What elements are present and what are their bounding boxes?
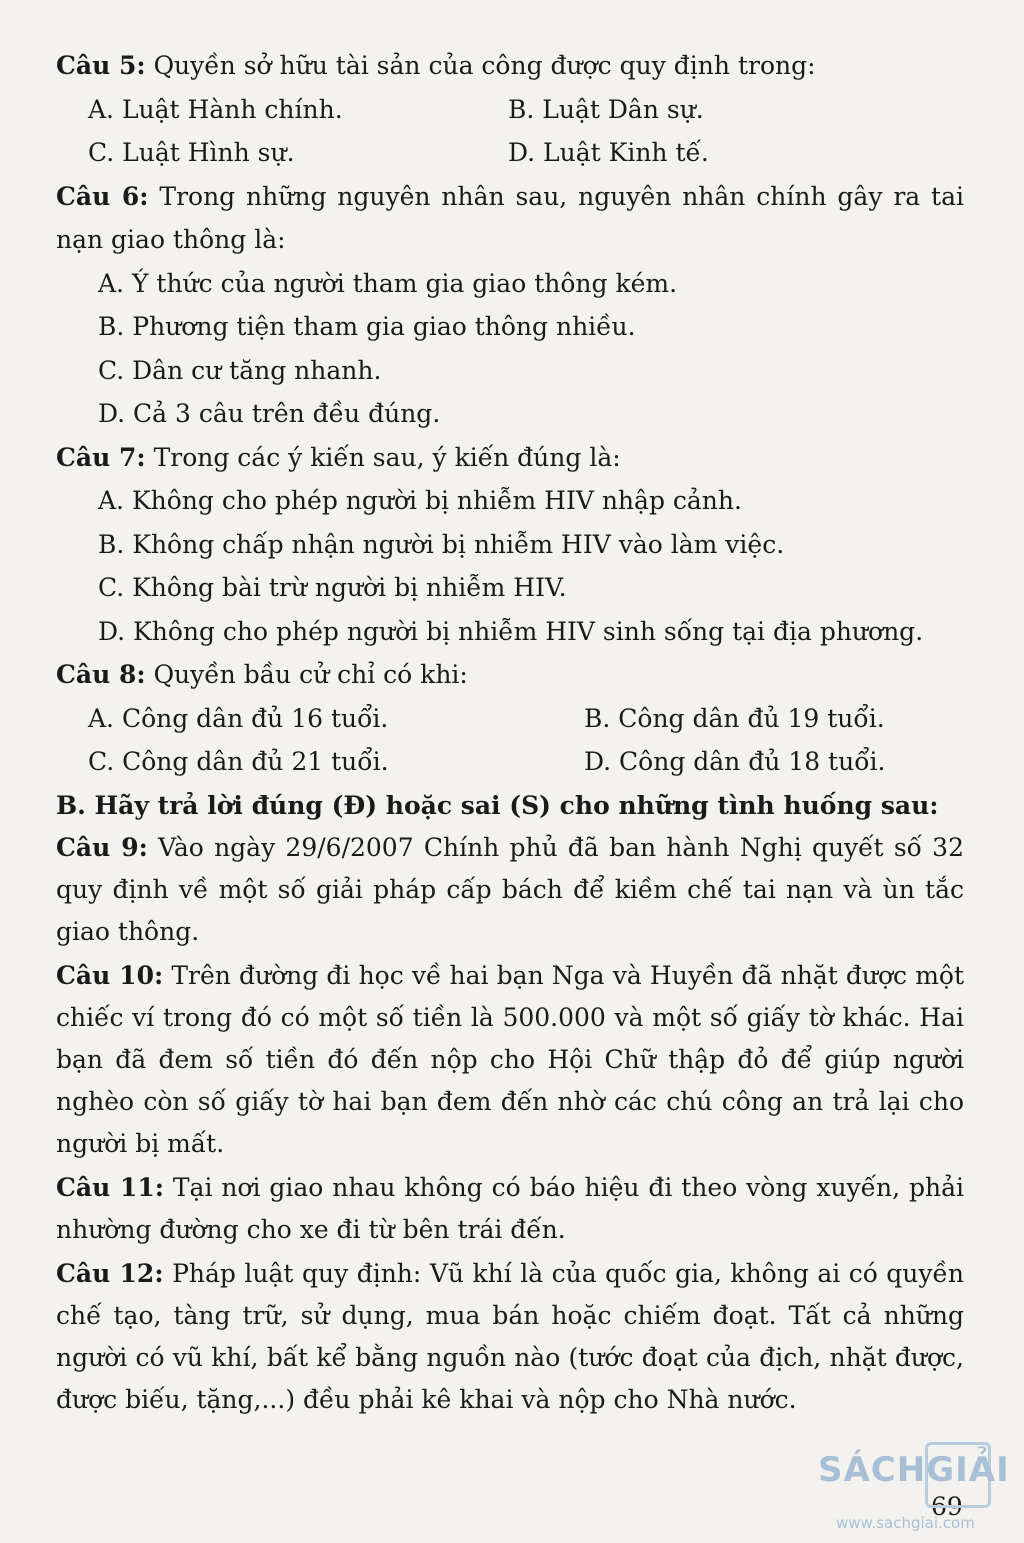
option-d: D. Không cho phép người bị nhiễm HIV sinh sống tại địa phương.: [98, 616, 924, 646]
question-8-options: [56, 697, 964, 784]
watermark-logo: [818, 1440, 1018, 1535]
question-text: Tại nơi giao nhau không có báo hiệu đi theo vòng xuyến, phải nhường đường cho xe đi từ bên trái đến.: [56, 1173, 964, 1244]
question-number: Câu 6:: [56, 181, 149, 211]
option-b: B. Công dân đủ 19 tuổi.: [584, 703, 885, 733]
question-text: Quyền bầu cử chỉ có khi:: [153, 660, 468, 689]
question-text: Trong các ý kiến sau, ý kiến đúng là:: [153, 442, 621, 472]
option-b: B. Phương tiện tham gia giao thông nhiều.: [98, 312, 636, 341]
question-8: [56, 653, 964, 697]
question-6: [56, 175, 964, 262]
question-text: Quyền sở hữu tài sản của công được quy định trong:: [153, 51, 816, 80]
document-page: [56, 44, 964, 1423]
question-number: Câu 8:: [56, 660, 146, 689]
question-number: Câu 7:: [56, 442, 146, 472]
question-11: [56, 1167, 964, 1251]
section-b-heading: B. Hãy trả lời đúng (Đ) hoặc sai (S) cho những tình huống sau:: [56, 790, 939, 820]
watermark-url: www.sachgiai.com: [836, 1514, 975, 1532]
option-d: D. Luật Kinh tế.: [508, 138, 709, 167]
watermark-brand: SÁCHGIẢI: [818, 1450, 1010, 1490]
question-7-options: [56, 479, 964, 653]
question-text: Vào ngày 29/6/2007 Chính phủ đã ban hành Nghị quyết số 32 quy định về một số giải pháp cấp bách để kiềm chế tai nạn và ùn tắc giao thông.: [56, 833, 964, 946]
option-c: C. Công dân đủ 21 tuổi.: [88, 747, 389, 776]
option-d: D. Cả 3 câu trên đều đúng.: [98, 399, 441, 428]
option-b: B. Không chấp nhận người bị nhiễm HIV vào làm việc.: [98, 529, 785, 559]
question-number: Câu 5:: [56, 51, 146, 80]
option-b: B. Luật Dân sự.: [508, 94, 704, 124]
option-d: D. Công dân đủ 18 tuổi.: [584, 747, 886, 776]
question-6-options: [56, 262, 964, 436]
question-number: Câu 11:: [56, 1173, 164, 1202]
question-7: [56, 436, 964, 480]
question-text: Trên đường đi học về hai bạn Nga và Huyền đã nhặt được một chiếc ví trong đó có một số tiền là 500.000 và một số giấy tờ khác. Hai bạn đã đem số tiền đó đến nộp cho Hội Chữ thập đỏ để giúp người nghèo còn số giấy tờ hai bạn đem đến nhờ các chú công an trả lại cho người bị mất.: [56, 961, 965, 1158]
option-a: A. Công dân đủ 16 tuổi.: [88, 703, 389, 733]
option-a: A. Ý thức của người tham gia giao thông kém.: [98, 268, 678, 298]
option-c: C. Không bài trừ người bị nhiễm HIV.: [98, 573, 567, 602]
question-5-options: [56, 88, 964, 175]
question-10: [56, 955, 964, 1165]
option-c: C. Luật Hình sự.: [88, 138, 295, 167]
option-c: C. Dân cư tăng nhanh.: [98, 355, 382, 385]
option-a: A. Luật Hành chính.: [88, 94, 343, 124]
question-9: [56, 827, 964, 953]
question-12: [56, 1253, 964, 1421]
question-number: Câu 10:: [56, 961, 164, 990]
page-number: 69: [931, 1492, 963, 1521]
option-a: A. Không cho phép người bị nhiễm HIV nhập cảnh.: [98, 486, 742, 515]
question-number: Câu 9:: [56, 833, 148, 862]
question-5: [56, 44, 964, 88]
question-number: Câu 12:: [56, 1259, 164, 1288]
question-text: Pháp luật quy định: Vũ khí là của quốc gia, không ai có quyền chế tạo, tàng trữ, sử dụng, mua bán hoặc chiếm đoạt. Tất cả những người có vũ khí, bất kể bằng nguồn nào (tước đoạt của địch, nhặt được, được biếu, tặng,...) đều phải kê khai và nộp cho Nhà nước.: [56, 1259, 965, 1414]
question-text: Trong những nguyên nhân sau, nguyên nhân chính gây ra tai nạn giao thông là:: [56, 181, 964, 254]
